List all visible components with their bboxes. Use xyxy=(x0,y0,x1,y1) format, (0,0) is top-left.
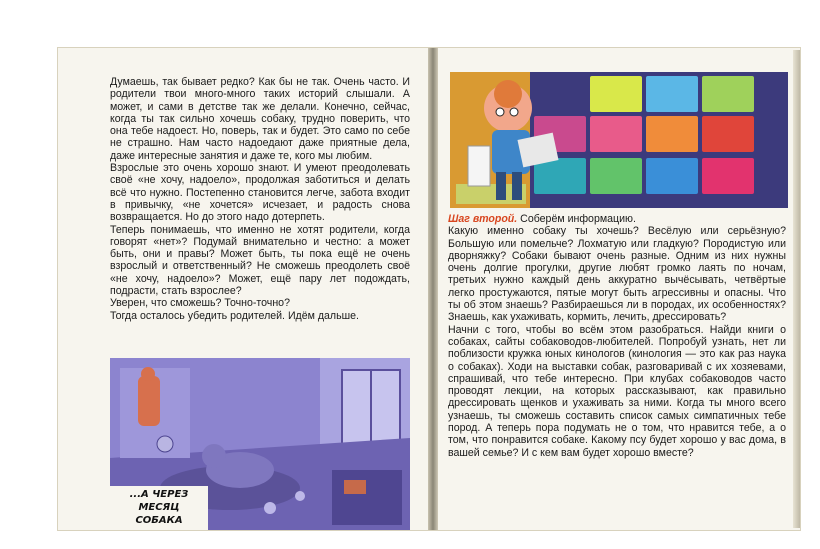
book-gutter xyxy=(428,48,438,530)
step-heading: Соберём информацию. xyxy=(517,213,636,225)
paragraph: Уверен, что сможешь? Точно-точно? xyxy=(110,297,290,310)
step-line xyxy=(448,213,786,225)
paragraph: Взрослые это очень хорошо знают. И умеют преодолевать своё «не хочу, надоело», продолжая заботиться и делать всё что нужно. Постепенно становится легче, забота входит в привычку, «не хочется» исчезает, и радость снова возвращается. Но до этого надо дотерпеть. xyxy=(110,162,410,224)
step-label: Шаг второй. xyxy=(448,213,518,225)
paragraph: Какую именно собаку ты хочешь? Весёлую или серьёзную? Большую или помельче? Лохматую или гладкую? Породистую или дворняжку? Собаки бывают очень разные. Одним из них нужны очень долгие прогулки, другие любят громко лаять по ночам, третьих нужно каждый день аккуратно вычёсывать, четвёртые легко простужаются, пятые могут быть агрессивны и опасны. Что ты об этом знаешь? Разбираешься ли в породах, их особенностях? Знаешь, как ухаживать, кормить, лечить, дрессировать? xyxy=(448,225,786,324)
paragraph: Думаешь, так бывает редко? Как бы не так. Очень часто. И родители твои много-много таких историй слышали. А может, и сами в детстве так же делали. Конечно, сейчас, когда ты так сильно хочешь собаку, трудно поверить, что она тебе надоест. Но, поверь, так и будет. Это само по себе не страшно. Нам часто надоедают даже приятные дела, даже интересные занятия и даже те, кого мы любим. xyxy=(110,76,410,162)
right-page-text xyxy=(448,213,786,459)
paragraph: Начни с того, чтобы во всём этом разобраться. Найди книги о собаках, сайты собаководов-любителей. Попробуй узнать, нет ли поблизости кружка юных кинологов (кинология — это как раз наука о собаках). Ходи на выставки собак, разговаривай с их хозяевами, спрашивай, что тебе интересно. При клубах собаководов часто проводят лекции, на которых рассказывают, как правильно дрессировать щенков и ухаживать за ними. Когда ты много всего узнаешь, ты сможешь составить список самых симпатичных тебе пород. А теперь пора подумать не о том, что нравится тебе, а о том, что понравится собаке. Какому псу будет хорошо у вас дома, в вашей семье? И с кем вам будет хорошо вместе? xyxy=(448,323,786,459)
illustration-caption: ...А ЧЕРЕЗ МЕСЯЦ СОБАКА xyxy=(129,489,189,526)
page-edge xyxy=(793,50,800,528)
boy-drawing xyxy=(450,72,788,208)
right-page xyxy=(438,48,800,530)
paragraph: Теперь понимаешь, что именно не хотят родители, когда говорят «нет»? Подумай внимательно и честно: а может быть, они и правы? Может быть, ты пока ещё не очень взрослый и ответственный? Не сможешь преодолеть своё «не хочу, надоело»? Может, ещё пару лет подождать, подрасти, стать взрослее? xyxy=(110,223,410,298)
left-page-text xyxy=(110,76,410,322)
paragraph: Тогда осталось убедить родителей. Идём дальше. xyxy=(110,309,359,322)
caption-box xyxy=(110,486,208,530)
left-page xyxy=(58,48,430,530)
messy-room-illustration xyxy=(110,358,410,530)
boy-with-dog-chart-illustration xyxy=(450,72,788,208)
